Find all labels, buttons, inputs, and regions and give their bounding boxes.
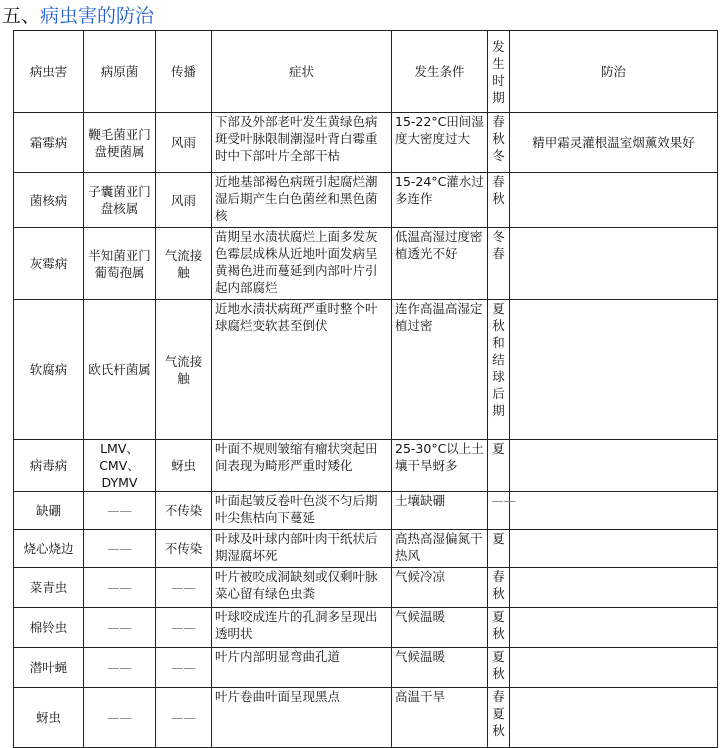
table-row [14, 568, 718, 608]
cell-pathogen: 欧氏杆菌属 [84, 300, 156, 440]
cell-name: 菜青虫 [14, 568, 84, 608]
cell-spread: 气流接触 [156, 228, 212, 300]
cell-condition: 低温高湿过度密植透光不好 [392, 228, 488, 300]
cell-period [488, 113, 510, 173]
cell-period [488, 530, 510, 568]
cell-name: 蚜虫 [14, 688, 84, 748]
cell-pathogen: 鞭毛菌亚门盘梗菌属 [84, 113, 156, 173]
table-row [14, 300, 718, 440]
cell-spread: —— [156, 688, 212, 748]
cell-control [510, 608, 718, 648]
cell-symptom: 近地基部褐色病斑引起腐烂潮湿后期产生白色菌丝和黑色菌核 [212, 173, 392, 228]
header-symptom: 症状 [212, 31, 392, 113]
cell-condition: 高温干旱 [392, 688, 488, 748]
header-control: 防治 [510, 31, 718, 113]
cell-symptom: 下部及外部老叶发生黄绿色病斑受叶脉限制潮湿叶背白霉重时中下部叶片全部干枯 [212, 113, 392, 173]
cell-pathogen: 子囊菌亚门盘核属 [84, 173, 156, 228]
cell-condition: 25-30°C以上土壤干旱蚜多 [392, 440, 488, 492]
cell-symptom: 叶片内部明显弯曲孔道 [212, 648, 392, 688]
cell-condition: 气候温暖 [392, 608, 488, 648]
cell-spread: —— [156, 608, 212, 648]
cell-period-text: 春秋 [492, 174, 505, 206]
section-title: 病虫害的防治 [40, 5, 155, 27]
cell-symptom: 叶片卷曲叶面呈现黑点 [212, 688, 392, 748]
cell-period-text: 春秋冬 [492, 114, 505, 163]
cell-condition: 高热高湿偏氮干热风 [392, 530, 488, 568]
cell-spread: 不传染 [156, 530, 212, 568]
header-condition: 发生条件 [392, 31, 488, 113]
cell-control [510, 530, 718, 568]
cell-pathogen: —— [84, 492, 156, 530]
cell-control [510, 568, 718, 608]
cell-period-text: 春夏秋 [492, 689, 505, 738]
cell-period [488, 492, 516, 530]
table-header-row [14, 31, 718, 113]
cell-control [510, 173, 718, 228]
cell-period-text: 夏秋 [492, 609, 505, 641]
table-row [14, 228, 718, 300]
cell-period [488, 440, 510, 492]
header-period [488, 31, 510, 113]
cell-name: 烧心烧边 [14, 530, 84, 568]
cell-spread: —— [156, 648, 212, 688]
cell-name: 灰霉病 [14, 228, 84, 300]
section-number: 五、 [2, 5, 41, 27]
cell-symptom: 叶面不规则皱缩有瘤状突起田间表现为畸形严重时矮化 [212, 440, 392, 492]
cell-pathogen: 半知菌亚门葡萄孢属 [84, 228, 156, 300]
pest-disease-table [13, 30, 718, 748]
table-row [14, 492, 718, 530]
cell-period [488, 228, 510, 300]
cell-control: 精甲霜灵灌根温室烟薰效果好 [510, 113, 718, 173]
cell-control [510, 440, 718, 492]
table-row [14, 530, 718, 568]
cell-condition: 连作高温高湿定植过密 [392, 300, 488, 440]
header-period-text: 发生时期 [492, 38, 505, 105]
cell-period-text: 夏秋和结球后期 [492, 301, 505, 418]
cell-period [488, 608, 510, 648]
table-row [14, 113, 718, 173]
table-row [14, 688, 718, 748]
cell-spread: 风雨 [156, 173, 212, 228]
cell-name: 棉铃虫 [14, 608, 84, 648]
header-spread: 传播 [156, 31, 212, 113]
cell-pathogen: —— [84, 530, 156, 568]
header-pathogen: 病原菌 [84, 31, 156, 113]
cell-control [510, 688, 718, 748]
cell-period-text: 冬春 [492, 229, 505, 261]
table-row [14, 648, 718, 688]
cell-period [488, 173, 510, 228]
cell-pathogen: —— [84, 688, 156, 748]
cell-pathogen: LMV、CMV、DYMV [84, 440, 156, 492]
table-row [14, 173, 718, 228]
cell-name: 霜霉病 [14, 113, 84, 173]
cell-symptom: 叶球咬成连片的孔洞多呈现出透明状 [212, 608, 392, 648]
cell-period [488, 688, 510, 748]
cell-control [510, 492, 718, 530]
cell-pathogen: —— [84, 608, 156, 648]
cell-name: 缺硼 [14, 492, 84, 530]
cell-control [510, 648, 718, 688]
cell-spread: —— [156, 568, 212, 608]
cell-condition: 15-24°C灌水过多连作 [392, 173, 488, 228]
header-name: 病虫害 [14, 31, 84, 113]
cell-symptom: 近地水渍状病斑严重时整个叶球腐烂变软甚至倒伏 [212, 300, 392, 440]
cell-spread: 气流接触 [156, 300, 212, 440]
cell-condition: 气候冷凉 [392, 568, 488, 608]
cell-pathogen: —— [84, 648, 156, 688]
cell-condition: 15-22°C田间湿度大密度过大 [392, 113, 488, 173]
table-row [14, 440, 718, 492]
cell-control [510, 300, 718, 440]
cell-name: 软腐病 [14, 300, 84, 440]
cell-period [488, 300, 510, 440]
cell-condition: 气候温暖 [392, 648, 488, 688]
cell-spread: 风雨 [156, 113, 212, 173]
cell-period-text: —— [491, 493, 516, 508]
cell-name: 潜叶蝇 [14, 648, 84, 688]
cell-spread: 蚜虫 [156, 440, 212, 492]
cell-name: 病毒病 [14, 440, 84, 492]
cell-pathogen: —— [84, 568, 156, 608]
cell-symptom: 叶球及叶球内部叶肉干纸状后期湿腐坏死 [212, 530, 392, 568]
cell-symptom: 苗期呈水渍状腐烂上面多发灰色霉层成株从近地叶面发病呈黄褐色进而蔓延到内部叶片引起内部腐烂 [212, 228, 392, 300]
cell-symptom: 叶片被咬成洞缺刻或仅剩叶脉菜心留有绿色虫粪 [212, 568, 392, 608]
table-row [14, 608, 718, 648]
cell-period-text: 夏 [492, 441, 505, 456]
cell-period-text: 夏 [492, 531, 505, 546]
section-heading [2, 2, 154, 30]
cell-control [510, 228, 718, 300]
cell-condition: 土壤缺硼 [392, 492, 488, 530]
cell-name: 菌核病 [14, 173, 84, 228]
cell-period-text: 春秋 [492, 569, 505, 601]
cell-period-text: 夏秋 [492, 649, 505, 681]
cell-symptom: 叶面起皱反卷叶色淡不匀后期叶尖焦枯向下蔓延 [212, 492, 392, 530]
cell-spread: 不传染 [156, 492, 212, 530]
cell-period [488, 568, 510, 608]
cell-period [488, 648, 510, 688]
